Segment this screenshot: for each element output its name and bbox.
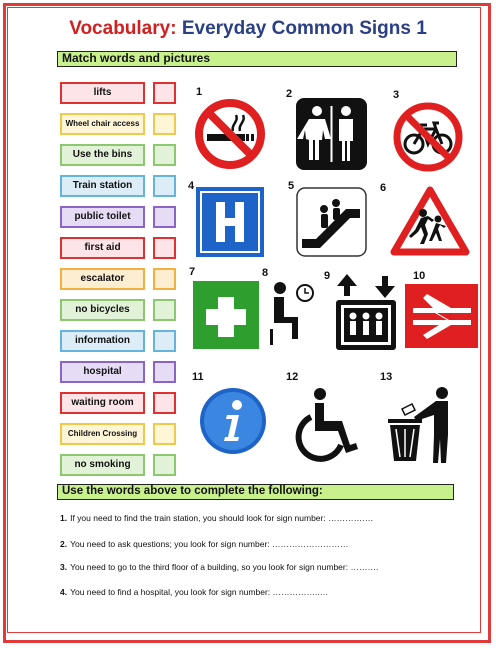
answer-box[interactable]: [153, 206, 176, 228]
word-label: Train station: [60, 175, 145, 197]
waiting-room-icon: [267, 279, 317, 349]
question-3: [60, 562, 378, 572]
answer-box[interactable]: [153, 237, 176, 259]
word-label: information: [60, 330, 145, 352]
sign-number: 3: [393, 89, 400, 101]
use-the-bins-icon: [386, 385, 464, 465]
no-bicycles-icon: [392, 101, 464, 173]
answer-box[interactable]: [153, 361, 176, 383]
sign-number: 11: [192, 371, 204, 383]
answer-box[interactable]: [153, 423, 176, 445]
word-label: lifts: [60, 82, 145, 104]
question-text: You need to go to the third floor of a building, so you look for sign number: ……….: [70, 562, 379, 572]
sign-number: 13: [380, 371, 393, 383]
question-text: If you need to find the train station, you should look for sign number: …………….: [70, 513, 373, 523]
hospital-icon: [196, 187, 264, 257]
lifts-icon: [333, 272, 399, 352]
page-title: [0, 18, 496, 40]
sign-number: 8: [262, 267, 269, 279]
question-number: 3.: [60, 562, 68, 572]
word-label: waiting room: [60, 392, 145, 414]
question-2: [60, 539, 349, 549]
answer-box[interactable]: [153, 299, 176, 321]
word-label: Use the bins: [60, 144, 145, 166]
question-number: 2.: [60, 539, 68, 549]
word-label: no smoking: [60, 454, 145, 476]
question-number: 4.: [60, 587, 68, 597]
first-aid-icon: [193, 281, 259, 349]
no-smoking-icon: [193, 98, 267, 170]
sign-number: 5: [288, 180, 295, 192]
answer-box[interactable]: [153, 392, 176, 414]
sign-number: 4: [188, 180, 195, 192]
word-label: escalator: [60, 268, 145, 290]
section-header-match: Match words and pictures: [57, 51, 457, 67]
word-label: first aid: [60, 237, 145, 259]
question-number: 1.: [60, 513, 68, 523]
question-text: You need to ask questions; you look for sign number: ………………………: [70, 539, 349, 549]
sign-number: 10: [413, 270, 426, 282]
title-part-1: Vocabulary:: [69, 18, 177, 39]
answer-box[interactable]: [153, 268, 176, 290]
sign-number: 12: [286, 371, 299, 383]
word-label: Children Crossing: [60, 423, 145, 445]
sign-number: 7: [189, 266, 196, 278]
sign-number: 9: [324, 270, 331, 282]
answer-box[interactable]: [153, 113, 176, 135]
title-part-2: Everyday Common Signs 1: [181, 18, 427, 39]
answer-box[interactable]: [153, 175, 176, 197]
answer-box[interactable]: [153, 82, 176, 104]
sign-number: 2: [286, 88, 293, 100]
wheelchair-icon: [293, 387, 367, 463]
toilet-icon: [296, 98, 367, 170]
question-4: [60, 587, 328, 597]
section-header-complete: Use the words above to complete the following:: [57, 484, 454, 500]
sign-number: 6: [380, 182, 387, 194]
train-station-icon: [405, 284, 478, 348]
answer-box[interactable]: [153, 144, 176, 166]
word-label: public toilet: [60, 206, 145, 228]
children-crossing-icon: [390, 186, 470, 256]
information-icon: [199, 387, 267, 455]
escalator-icon: [296, 187, 367, 257]
word-label: Wheel chair access: [60, 113, 145, 135]
word-label: hospital: [60, 361, 145, 383]
question-1: [60, 513, 373, 523]
sign-number: 1: [196, 86, 203, 98]
question-text: You need to find a hospital, you look for sign number: ……………..…: [70, 587, 329, 597]
word-label: no bicycles: [60, 299, 145, 321]
answer-box[interactable]: [153, 454, 176, 476]
answer-box[interactable]: [153, 330, 176, 352]
